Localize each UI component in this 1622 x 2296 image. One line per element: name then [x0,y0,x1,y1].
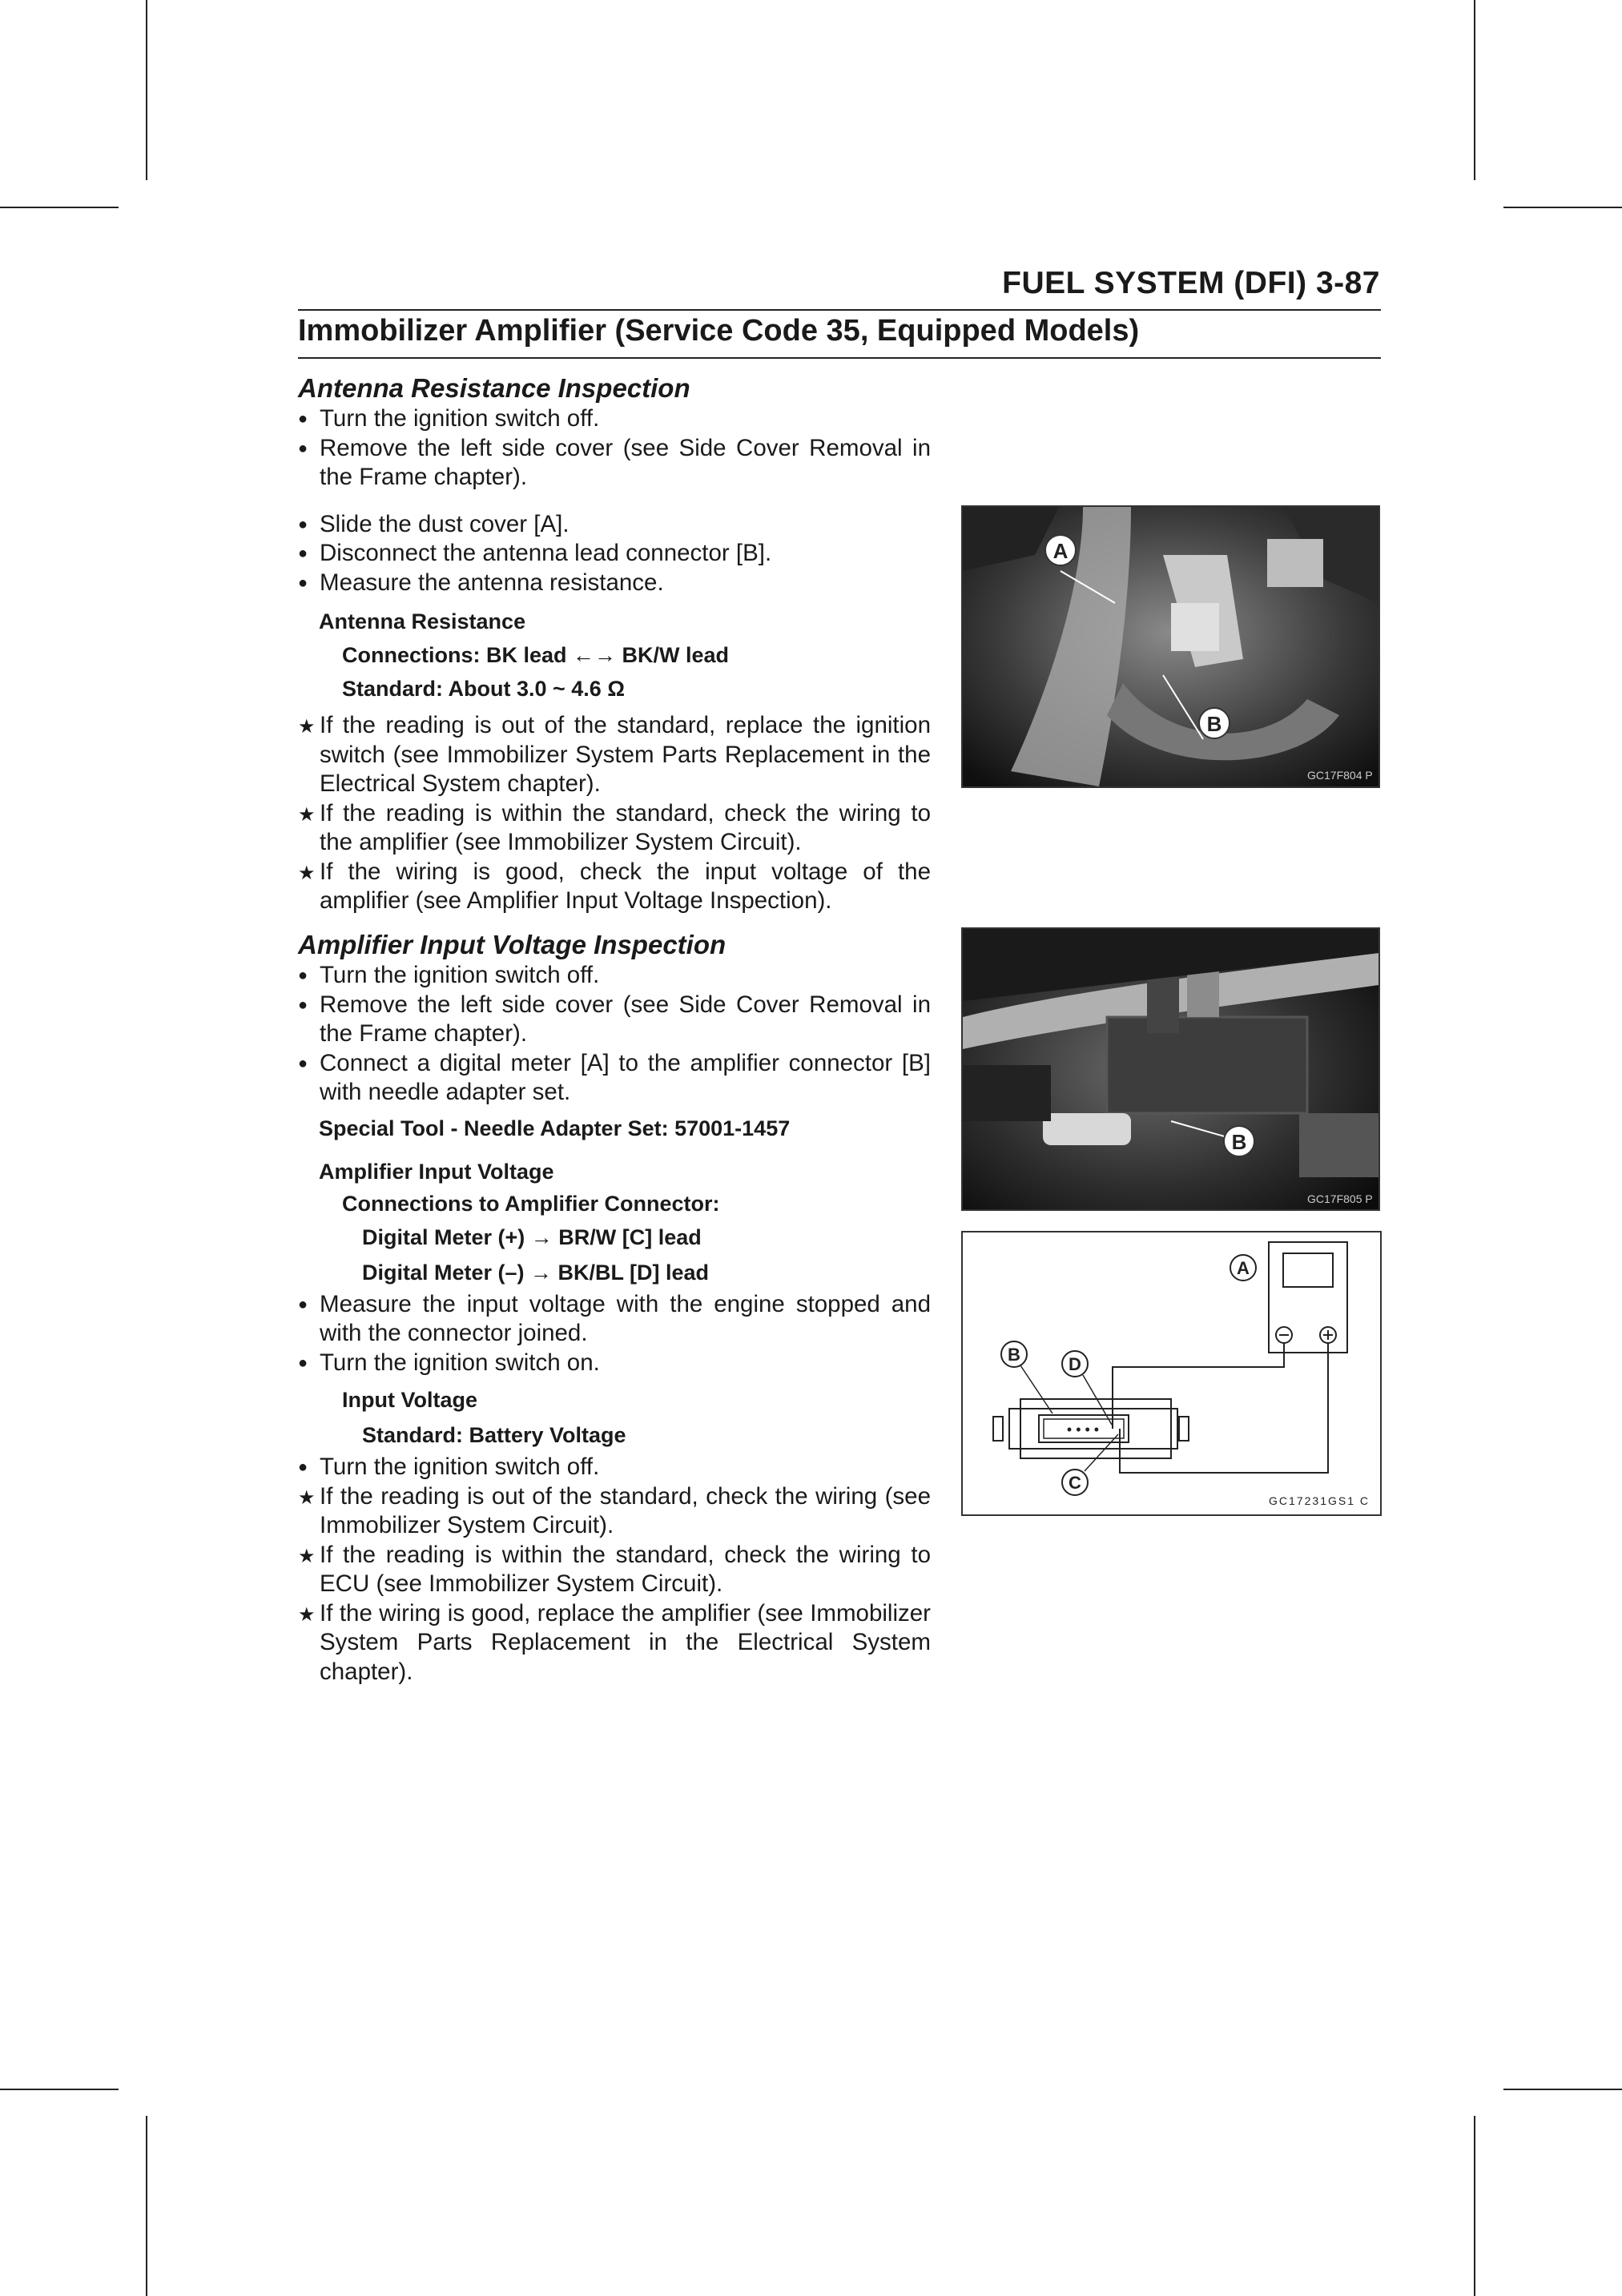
svg-text:• • • •: • • • • [1066,1421,1100,1438]
spec-title: Antenna Resistance [319,609,526,633]
special-tool: Special Tool - Needle Adapter Set: 57001-1457 [319,1116,791,1140]
header-rule [298,309,1381,311]
list-item: ★ If the reading is within the standard, check the wiring to the amplifier (see Immobilizer System Circuit). [298,799,931,858]
amplifier-heading: Amplifier Input Voltage Inspection [298,930,726,959]
crop-mark [146,2116,147,2296]
input-title: Input Voltage [342,1388,477,1412]
list-item: ● Disconnect the antenna lead connector [B]. [298,539,931,569]
label-d: D [1069,1354,1081,1374]
spec-plus: Digital Meter (+) → BR/W [C] lead [362,1224,702,1249]
section-title: Immobilizer Amplifier (Service Code 35, Equipped Models) [298,314,1140,348]
crop-mark [0,207,119,208]
photo-code: GC17F805 P [1307,1192,1373,1205]
photo-label-b: B [1206,712,1222,736]
list-item: ★ If the wiring is good, replace the amplifier (see Immobilizer System Parts Replacement in the Electrical System chapter). [298,1599,931,1687]
list-item: ● Connect a digital meter [A] to the amplifier connector [B] with needle adapter set. [298,1049,931,1108]
crop-mark [0,2089,119,2090]
amplifier-section [298,929,931,1687]
meter-connection-diagram [961,1231,1382,1516]
label-c: C [1069,1473,1081,1493]
label-a: A [1237,1258,1250,1278]
list-item: ★ If the wiring is good, check the input voltage of the amplifier (see Amplifier Input Voltage Inspection). [298,858,931,916]
input-standard: Standard: Battery Voltage [362,1423,626,1447]
list-item: ● Remove the left side cover (see Side Cover Removal in the Frame chapter). [298,434,931,493]
photo-code: GC17F804 P [1307,769,1373,782]
crop-mark [1503,2089,1622,2090]
crop-mark [146,0,147,180]
list-item: ★ If the reading is out of the standard, check the wiring (see Immobilizer System Circuit). [298,1482,931,1541]
amplifier-connector-photo [961,927,1380,1211]
page-header-title: FUEL SYSTEM (DFI) 3-87 [1002,266,1380,300]
section-rule [298,357,1381,359]
spec-standard: Standard: About 3.0 ~ 4.6 Ω [342,677,625,701]
antenna-section [298,372,931,916]
list-item: ● Measure the antenna resistance. [298,569,931,598]
list-item: ● Turn the ignition switch off. [298,404,931,434]
photo-label-b: B [1231,1130,1247,1154]
photo-label-a: A [1052,539,1069,563]
list-item: ● Remove the left side cover (see Side Cover Removal in the Frame chapter). [298,991,931,1049]
list-item: ★ If the reading is within the standard, check the wiring to ECU (see Immobilizer System Circuit). [298,1541,931,1599]
spec-title: Amplifier Input Voltage [319,1159,554,1184]
spec-connections: Connections to Amplifier Connector: [342,1191,720,1216]
list-item: ● Turn the ignition switch on. [298,1349,931,1378]
antenna-connector-photo [961,505,1380,788]
label-b: B [1008,1345,1020,1365]
antenna-heading: Antenna Resistance Inspection [298,373,690,403]
spec-minus: Digital Meter (–) → BK/BL [D] lead [362,1260,710,1285]
list-item: ● Turn the ignition switch off. [298,961,931,991]
diagram-code: GC17231GS1 C [1269,1494,1370,1507]
list-item: ● Turn the ignition switch off. [298,1453,931,1482]
list-item: ● Measure the input voltage with the engine stopped and with the connector joined. [298,1290,931,1349]
crop-mark [1503,207,1622,208]
crop-mark [1474,0,1475,180]
list-item: ★ If the reading is out of the standard, replace the ignition switch (see Immobilizer System Parts Replacement in the Electrical System chapter). [298,711,931,799]
crop-mark [1474,2116,1475,2296]
list-item: ● Slide the dust cover [A]. [298,510,931,540]
spec-connections: Connections: BK lead ←→ BK/W lead [342,643,730,667]
